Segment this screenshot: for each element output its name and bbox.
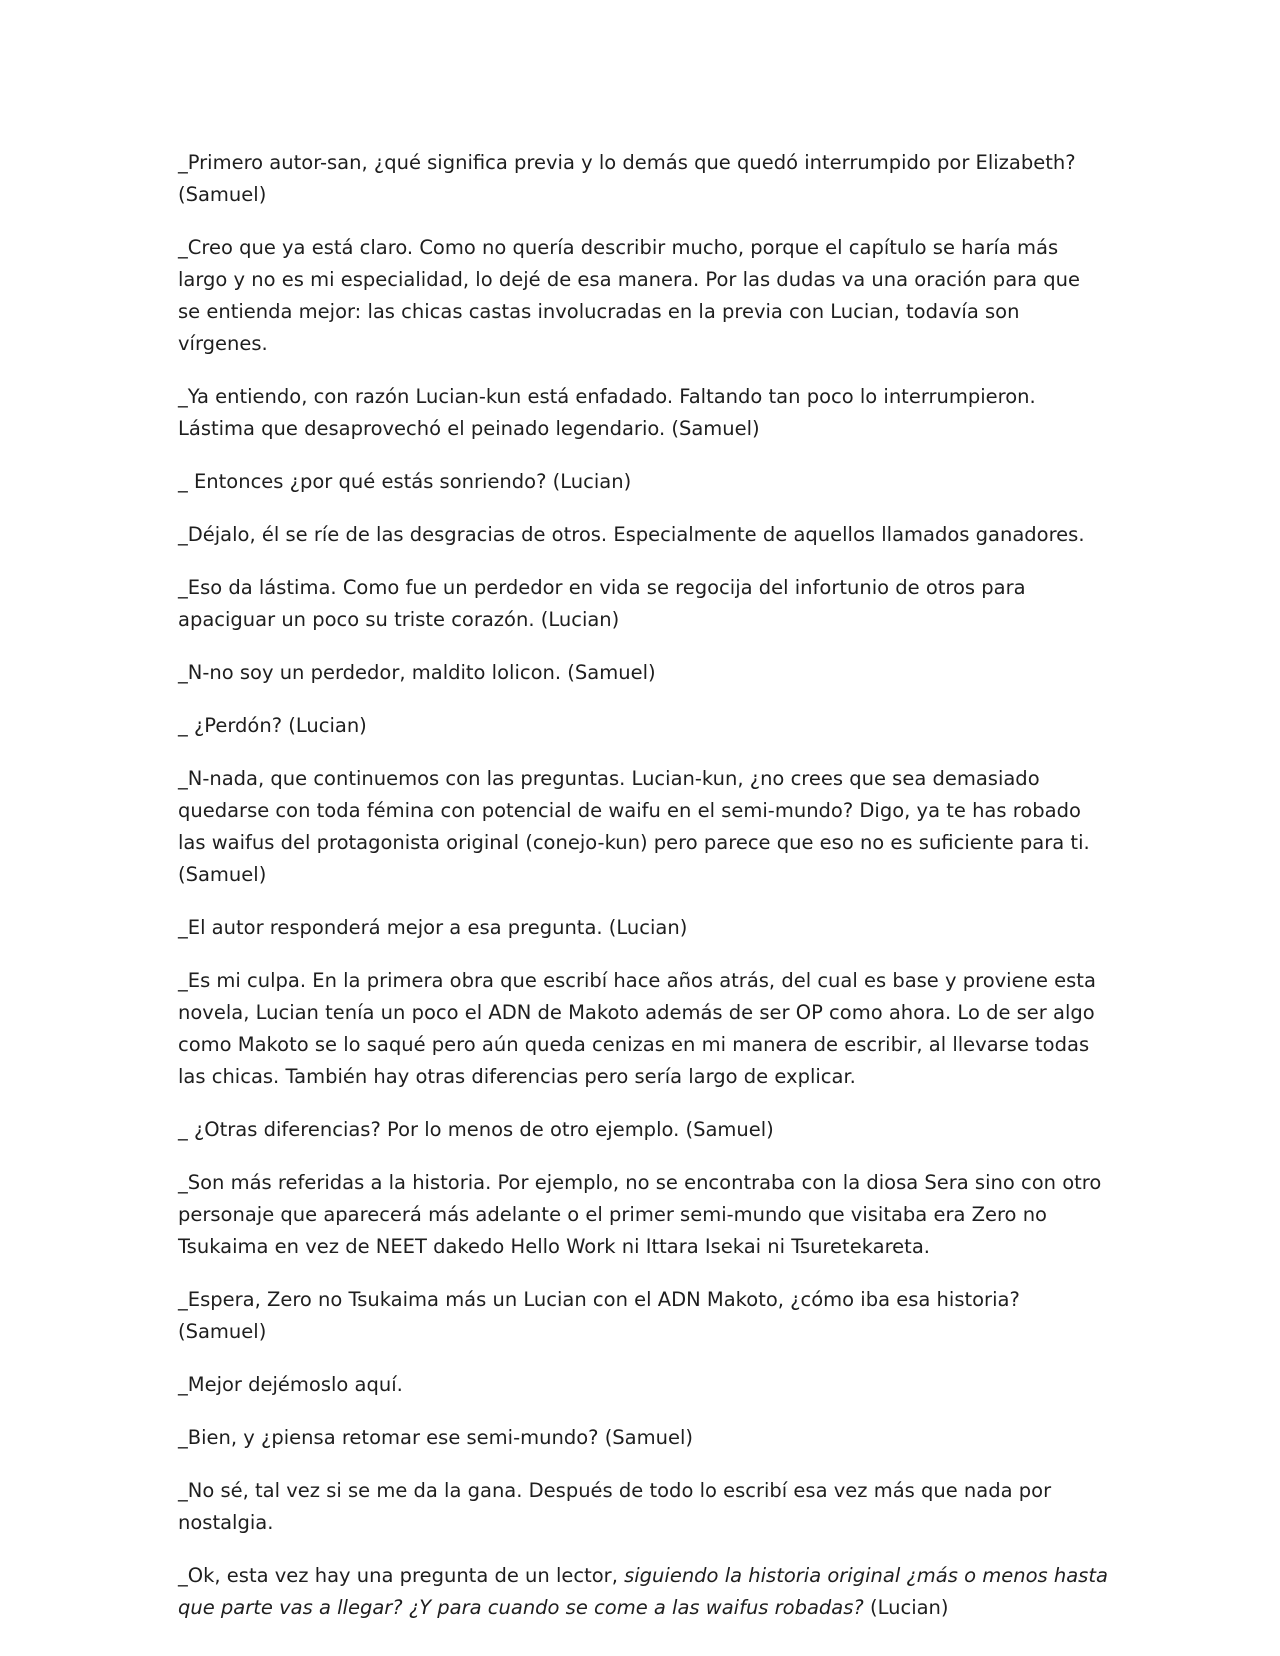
document-body (178, 147, 1108, 1645)
paragraph-13: _Son más referidas a la historia. Por ejemplo, no se encontraba con la diosa Sera sino con otro personaje que aparecerá más adelante o el primer semi-mundo que visitaba era Zero no Tsukaima en vez de NEET dakedo Hello Work ni Ittara Isekai ni Tsuretekareta. (178, 1171, 1102, 1258)
paragraph-15: _Mejor dejémoslo aquí. (178, 1373, 403, 1396)
paragraph-7: _N-no soy un perdedor, maldito lolicon. (Samuel) (178, 661, 656, 684)
paragraph-11: _Es mi culpa. En la primera obra que escribí hace años atrás, del cual es base y proviene esta novela, Lucian tenía un poco el ADN de Makoto además de ser OP como ahora. Lo de ser algo como Makoto se lo saqué pero aún queda cenizas en mi manera de escribir, al llevarse todas las chicas. También hay otras diferencias pero sería largo de explicar. (178, 969, 1096, 1088)
reader-question-italic: siguiendo la historia original ¿más o menos hasta que parte vas a llegar? ¿Y para cuando se come a las waifus robadas? (178, 1564, 1108, 1619)
paragraph-17: _No sé, tal vez si se me da la gana. Después de todo lo escribí esa vez más que nada por nostalgia. (178, 1479, 1052, 1534)
paragraph-18-tail: (Lucian) (863, 1596, 949, 1619)
paragraph-4: _ Entonces ¿por qué estás sonriendo? (Lucian) (178, 470, 632, 493)
paragraph-9: _N-nada, que continuemos con las preguntas. Lucian-kun, ¿no crees que sea demasiado quedarse con toda fémina con potencial de waifu en el semi-mundo? Digo, ya te has robado las waifus del protagonista original (conejo-kun) pero parece que eso no es suficiente para ti. (Samuel) (178, 767, 1090, 886)
paragraph-3: _Ya entiendo, con razón Lucian-kun está enfadado. Faltando tan poco lo interrumpieron. Lástima que desaprovechó el peinado legendario. (Samuel) (178, 385, 1036, 440)
paragraph-18-lead: _Ok, esta vez hay una pregunta de un lector, (178, 1564, 625, 1587)
paragraph-2: _Creo que ya está claro. Como no quería describir mucho, porque el capítulo se haría más largo y no es mi especialidad, lo dejé de esa manera. Por las dudas va una oración para que se entienda mejor: las chicas castas involucradas en la previa con Lucian, todavía son vírgenes. (178, 236, 1081, 355)
paragraph-1: _Primero autor-san, ¿qué significa previa y lo demás que quedó interrumpido por Elizabeth? (Samuel) (178, 151, 1076, 206)
paragraph-16: _Bien, y ¿piensa retomar ese semi-mundo? (Samuel) (178, 1426, 694, 1449)
paragraph-10: _El autor responderá mejor a esa pregunta. (Lucian) (178, 916, 688, 939)
paragraph-5: _Déjalo, él se ríe de las desgracias de otros. Especialmente de aquellos llamados ganadores. (178, 523, 1085, 546)
paragraph-12: _ ¿Otras diferencias? Por lo menos de otro ejemplo. (Samuel) (178, 1118, 774, 1141)
paragraph-6: _Eso da lástima. Como fue un perdedor en vida se regocija del infortunio de otros para apaciguar un poco su triste corazón. (Lucian) (178, 576, 1026, 631)
paragraph-18 (178, 1560, 1108, 1624)
paragraph-14: _Espera, Zero no Tsukaima más un Lucian con el ADN Makoto, ¿cómo iba esa historia? (Samuel) (178, 1288, 1020, 1343)
paragraph-8: _ ¿Perdón? (Lucian) (178, 714, 367, 737)
